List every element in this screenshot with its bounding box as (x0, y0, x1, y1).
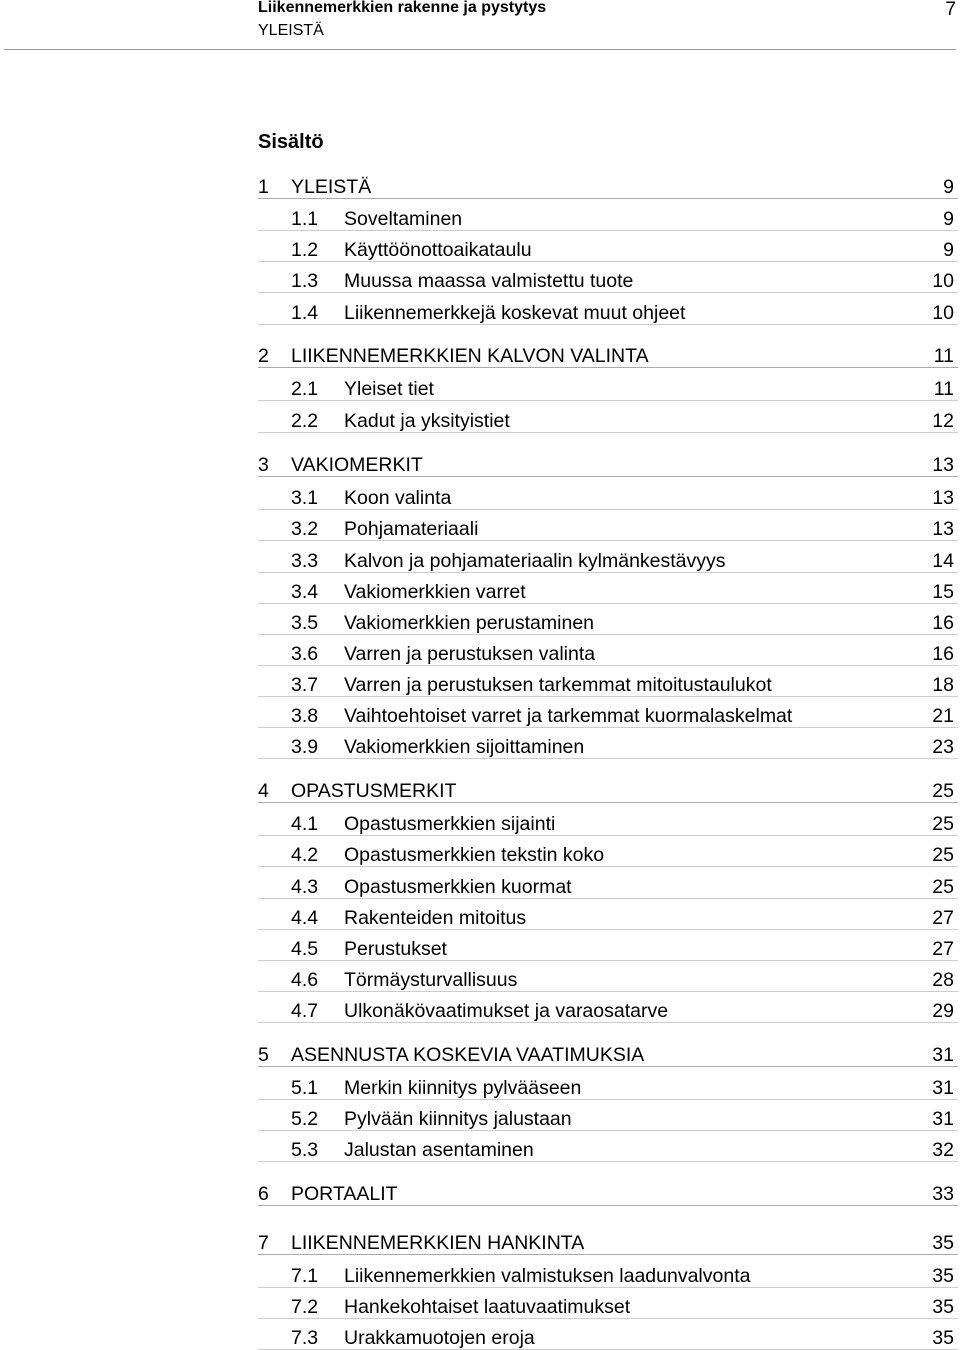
toc-entry-label: Yleiset tiet (344, 378, 434, 400)
toc-entry-page: 31 (932, 1108, 954, 1130)
toc-entry-number: 2.1 (291, 378, 319, 400)
toc-chapter-row[interactable] (258, 176, 958, 199)
toc-entry-page: 11 (933, 378, 954, 400)
toc-entry-number: 4.1 (291, 813, 319, 835)
toc-entry-page: 13 (932, 454, 954, 476)
toc-entry-label: Vakiomerkkien sijoittaminen (344, 736, 585, 758)
toc-entry-number: 7.2 (291, 1296, 319, 1318)
toc-entry-number: 5 (258, 1044, 269, 1066)
toc-entry-number: 4.4 (291, 907, 319, 929)
toc-entry-label: Opastusmerkkien tekstin koko (344, 844, 605, 866)
toc-entry-number: 4 (258, 780, 269, 802)
toc-entry-number: 1.4 (291, 302, 319, 324)
toc-entry-label: Törmäysturvallisuus (344, 969, 518, 991)
toc-entry-page: 35 (932, 1232, 954, 1254)
toc-entry-label: Vaihtoehtoiset varret ja tarkemmat kuormalaskelmat (344, 705, 793, 727)
toc-section-row[interactable] (258, 208, 958, 231)
toc-entry-number: 3.1 (291, 487, 319, 509)
toc-entry-label: Kalvon ja pohjamateriaalin kylmänkestävyys (344, 550, 726, 572)
toc-entry-number: 5.3 (291, 1139, 319, 1161)
toc-entry-label: LIIKENNEMERKKIEN KALVON VALINTA (291, 345, 649, 367)
toc-entry-page: 32 (932, 1139, 954, 1161)
toc-entry-label: Liikennemerkkien valmistuksen laadunvalvonta (344, 1265, 751, 1287)
toc-entry-page: 13 (932, 487, 954, 509)
toc-entry-number: 1.3 (291, 270, 319, 292)
toc-section-row[interactable] (258, 270, 958, 293)
toc-section-row[interactable] (258, 1139, 958, 1162)
toc-section-row[interactable] (258, 302, 958, 325)
toc-entry-page: 9 (943, 239, 954, 261)
toc-section-row[interactable] (258, 736, 958, 759)
toc-section-row[interactable] (258, 550, 958, 573)
toc-section-row[interactable] (258, 876, 958, 899)
toc-section-row[interactable] (258, 612, 958, 635)
toc-entry-number: 5.2 (291, 1108, 319, 1130)
toc-section-row[interactable] (258, 1077, 958, 1100)
toc-entry-page: 23 (932, 736, 954, 758)
toc-section-row[interactable] (258, 581, 958, 604)
toc-entry-number: 3 (258, 454, 269, 476)
toc-entry-page: 25 (932, 844, 954, 866)
toc-entry-number: 4.6 (291, 969, 319, 991)
toc-entry-page: 25 (932, 813, 954, 835)
toc-entry-number: 2.2 (291, 410, 319, 432)
toc-entry-page: 35 (932, 1296, 954, 1318)
toc-title: Sisältö (258, 131, 324, 153)
toc-section-row[interactable] (258, 1296, 958, 1319)
toc-entry-number: 3.2 (291, 518, 319, 540)
toc-entry-label: Urakkamuotojen eroja (344, 1327, 535, 1349)
toc-section-row[interactable] (258, 487, 958, 510)
toc-section-row[interactable] (258, 674, 958, 697)
toc-section-row[interactable] (258, 705, 958, 728)
toc-entry-number: 4.3 (291, 876, 319, 898)
toc-entry-label: Koon valinta (344, 487, 452, 509)
toc-entry-number: 1.2 (291, 239, 319, 261)
toc-entry-page: 9 (943, 208, 954, 230)
toc-section-row[interactable] (258, 518, 958, 541)
toc-entry-page: 31 (932, 1044, 954, 1066)
toc-entry-number: 4.7 (291, 1000, 319, 1022)
toc-section-row[interactable] (258, 410, 958, 433)
toc-entry-page: 29 (932, 1000, 954, 1022)
toc-entry-label: Opastusmerkkien sijainti (344, 813, 556, 835)
toc-entry-number: 3.4 (291, 581, 319, 603)
toc-section-row[interactable] (258, 844, 958, 867)
toc-entry-label: Kadut ja yksityistiet (344, 410, 510, 432)
toc-entry-page: 12 (932, 410, 954, 432)
toc-entry-number: 1 (258, 176, 269, 198)
toc-entry-label: OPASTUSMERKIT (291, 780, 457, 802)
toc-section-row[interactable] (258, 813, 958, 836)
toc-chapter-row[interactable] (258, 1232, 958, 1255)
toc-section-row[interactable] (258, 1000, 958, 1023)
toc-entry-number: 6 (258, 1183, 269, 1205)
toc-entry-page: 10 (932, 302, 954, 324)
toc-chapter-row[interactable] (258, 780, 958, 803)
toc-entry-number: 3.9 (291, 736, 319, 758)
toc-entry-number: 3.5 (291, 612, 319, 634)
toc-section-row[interactable] (258, 907, 958, 930)
toc-section-row[interactable] (258, 1327, 958, 1350)
toc-entry-page: 9 (943, 176, 954, 198)
toc-entry-number: 7.1 (291, 1265, 319, 1287)
toc-entry-page: 25 (932, 780, 954, 802)
toc-entry-label: Ulkonäkövaatimukset ja varaosatarve (344, 1000, 669, 1022)
toc-entry-page: 28 (932, 969, 954, 991)
toc-entry-number: 2 (258, 345, 269, 367)
toc-entry-page: 16 (932, 612, 954, 634)
document-title: Liikennemerkkien rakenne ja pystytys (258, 0, 547, 16)
toc-entry-number: 3.8 (291, 705, 319, 727)
toc-entry-page: 15 (932, 581, 954, 603)
toc-entry-label: Käyttöönottoaikataulu (344, 239, 532, 261)
toc-chapter-row[interactable] (258, 1183, 958, 1206)
toc-entry-label: Pohjamateriaali (344, 518, 479, 540)
toc-section-row[interactable] (258, 969, 958, 992)
table-of-contents (258, 0, 958, 1350)
toc-entry-label: Merkin kiinnitys pylvääseen (344, 1077, 582, 1099)
toc-section-row[interactable] (258, 938, 958, 961)
toc-entry-label: Varren ja perustuksen valinta (344, 643, 596, 665)
toc-entry-label: Perustukset (344, 938, 447, 960)
toc-entry-page: 27 (932, 907, 954, 929)
toc-entry-page: 25 (932, 876, 954, 898)
page-number: 7 (945, 0, 956, 20)
toc-entry-label: Vakiomerkkien perustaminen (344, 612, 595, 634)
toc-entry-number: 3.3 (291, 550, 319, 572)
toc-entry-number: 5.1 (291, 1077, 319, 1099)
toc-entry-number: 3.7 (291, 674, 319, 696)
toc-section-row[interactable] (258, 1265, 958, 1288)
toc-section-row[interactable] (258, 643, 958, 666)
toc-entry-label: Muussa maassa valmistettu tuote (344, 270, 634, 292)
toc-chapter-row[interactable] (258, 345, 958, 368)
toc-entry-page: 33 (932, 1183, 954, 1205)
toc-entry-label: Liikennemerkkejä koskevat muut ohjeet (344, 302, 686, 324)
toc-entry-page: 21 (932, 705, 954, 727)
toc-section-row[interactable] (258, 378, 958, 401)
toc-entry-label: Pylvään kiinnitys jalustaan (344, 1108, 572, 1130)
toc-entry-label: YLEISTÄ (291, 176, 372, 198)
toc-entry-number: 3.6 (291, 643, 319, 665)
toc-entry-number: 4.2 (291, 844, 319, 866)
toc-entry-number: 7 (258, 1232, 269, 1254)
toc-entry-label: Jalustan asentaminen (344, 1139, 534, 1161)
toc-entry-number: 1.1 (291, 208, 319, 230)
section-name: YLEISTÄ (258, 22, 324, 39)
toc-entry-page: 27 (932, 938, 954, 960)
toc-section-row[interactable] (258, 1108, 958, 1131)
toc-entry-page: 35 (932, 1327, 954, 1349)
toc-chapter-row[interactable] (258, 1044, 958, 1067)
toc-entry-label: Varren ja perustuksen tarkemmat mitoitustaulukot (344, 674, 772, 696)
toc-entry-label: ASENNUSTA KOSKEVIA VAATIMUKSIA (291, 1044, 645, 1066)
toc-entry-number: 4.5 (291, 938, 319, 960)
toc-entry-label: Soveltaminen (344, 208, 463, 230)
toc-entry-page: 16 (932, 643, 954, 665)
toc-entry-page: 18 (932, 674, 954, 696)
toc-entry-label: Hankekohtaiset laatuvaatimukset (344, 1296, 631, 1318)
toc-entry-number: 7.3 (291, 1327, 319, 1349)
toc-entry-page: 14 (932, 550, 954, 572)
toc-entry-label: VAKIOMERKIT (291, 454, 423, 476)
toc-entry-label: LIIKENNEMERKKIEN HANKINTA (291, 1232, 585, 1254)
toc-chapter-row[interactable] (258, 454, 958, 477)
toc-entry-page: 31 (932, 1077, 954, 1099)
toc-entry-label: Opastusmerkkien kuormat (344, 876, 572, 898)
toc-entry-label: Rakenteiden mitoitus (344, 907, 527, 929)
toc-entry-page: 13 (932, 518, 954, 540)
toc-entry-label: PORTAALIT (291, 1183, 398, 1205)
toc-section-row[interactable] (258, 239, 958, 262)
toc-entry-label: Vakiomerkkien varret (344, 581, 526, 603)
toc-entry-page: 11 (933, 345, 954, 367)
toc-entry-page: 35 (932, 1265, 954, 1287)
toc-entry-page: 10 (932, 270, 954, 292)
